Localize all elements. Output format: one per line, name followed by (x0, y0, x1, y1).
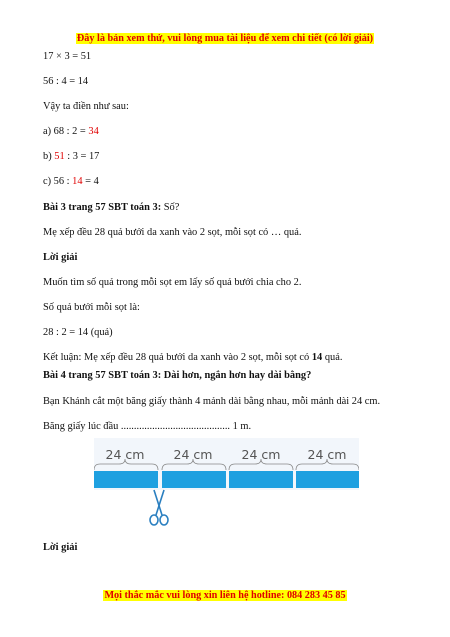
paper-strip-figure (94, 438, 359, 528)
hotline-footer-text: Mọi thắc mắc vui lòng xin liên hệ hotline: 084 283 45 85 (104, 590, 346, 601)
answer-b-prefix: b) (43, 151, 55, 162)
strip-piece-1 (94, 471, 158, 488)
intro-line: Vậy ta điền như sau: (43, 101, 129, 112)
bai3-conclusion-value: 14 (311, 352, 323, 363)
answer-c-prefix: c) 56 : (43, 176, 73, 187)
answer-b-value: 51 (54, 151, 65, 162)
scissors-icon (150, 490, 168, 525)
strip-label-3: 24 cm (241, 447, 281, 462)
bai4-solution-label: Lời giải (43, 542, 78, 553)
strip-piece-2 (162, 471, 226, 488)
bai3-question: Mẹ xếp đều 28 quả bưởi da xanh vào 2 sọt, mỗi sọt có … quả. (43, 227, 302, 238)
strip-label-1: 24 cm (105, 447, 145, 462)
bai3-title: Bài 3 trang 57 SBT toán 3: (43, 202, 162, 213)
strip-label-2: 24 cm (173, 447, 213, 462)
bai3-step-2: Số quả bưởi mỗi sọt là: (43, 302, 140, 313)
calc-line-2: 56 : 4 = 14 (43, 76, 89, 87)
bai3-step-1: Muốn tìm số quả trong mỗi sọt em lấy số quả bưởi chia cho 2. (43, 277, 302, 288)
preview-banner-text: Đây là bản xem thử, vui lòng mua tài liệu để xem chi tiết (có lời giải) (76, 33, 374, 44)
strip-label-4: 24 cm (307, 447, 347, 462)
answer-c (43, 175, 99, 188)
answer-b (43, 150, 99, 163)
answer-a (43, 125, 99, 138)
bai3-conclusion-prefix: Kết luận: Mẹ xếp đều 28 quả bưởi da xanh vào 2 sọt, mỗi sọt có (43, 352, 312, 363)
bai3-solution-label: Lời giải (43, 252, 78, 263)
bai3-conclusion-suffix: quả. (322, 352, 343, 363)
strip-piece-4 (296, 471, 359, 488)
answer-a-prefix: a) 68 : 2 = (43, 126, 89, 137)
bai3-title-rest: Số? (161, 202, 180, 213)
answer-c-value: 14 (72, 176, 83, 187)
answer-b-suffix: : 3 = 17 (64, 151, 100, 162)
bai3-heading (43, 201, 179, 214)
hotline-footer (0, 585, 450, 603)
preview-banner (0, 28, 450, 46)
strip-piece-3 (229, 471, 293, 488)
bai4-title: Bài 4 trang 57 SBT toán 3: Dài hơn, ngắn hơn hay dài bằng? (43, 370, 312, 381)
answer-c-suffix: = 4 (82, 176, 99, 187)
answer-a-value: 34 (88, 126, 99, 137)
bai3-conclusion (43, 351, 342, 364)
bai3-step-3: 28 : 2 = 14 (quả) (43, 327, 113, 338)
calc-line-1: 17 × 3 = 51 (43, 51, 92, 62)
bai4-blank-line: Băng giấy lúc đầu .......................................... 1 m. (43, 421, 252, 432)
bai4-question: Bạn Khánh cắt một băng giấy thành 4 mảnh dài bằng nhau, mỗi mảnh dài 24 cm. (43, 396, 381, 407)
